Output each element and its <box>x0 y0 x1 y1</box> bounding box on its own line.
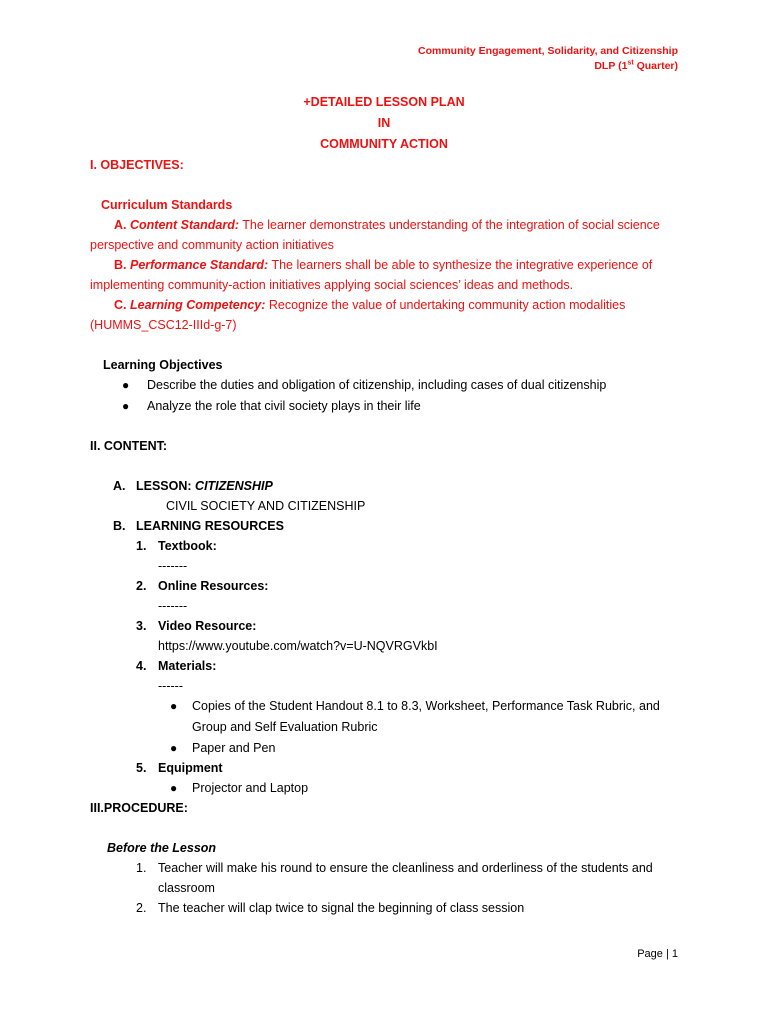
before-lesson-heading: Before the Lesson <box>107 841 217 855</box>
learning-objectives-heading: Learning Objectives <box>103 358 223 372</box>
materials-item: Copies of the Student Handout 8.1 to 8.3, Worksheet, Performance Task Rubric, and <box>192 699 660 713</box>
procedure-heading: III.PROCEDURE: <box>90 801 188 815</box>
equipment-item: Projector and Laptop <box>192 781 309 795</box>
resource-online-label: Online Resources: <box>158 579 269 593</box>
title-line-1: +DETAILED LESSON PLAN <box>303 95 465 109</box>
resource-textbook-label: Textbook: <box>158 539 217 553</box>
objectives-heading: I. OBJECTIVES: <box>90 158 184 172</box>
document-title <box>0 92 768 155</box>
resources-letter: B. <box>113 519 126 533</box>
learning-competency: C. Learning Competency: Recognize the value of undertaking community action modalities <box>114 298 626 312</box>
resource-number: 1. <box>136 539 147 553</box>
procedure-step-continued: classroom <box>158 881 215 895</box>
header-quarter: DLP (1st Quarter) <box>594 59 678 72</box>
content-heading: II. CONTENT: <box>90 439 168 453</box>
bullet-icon: ● <box>170 699 178 713</box>
resource-video-label: Video Resource: <box>158 619 257 633</box>
lesson-letter: A. <box>113 479 126 493</box>
procedure-step: The teacher will clap twice to signal the beginning of class session <box>158 901 525 915</box>
resource-materials-label: Materials: <box>158 659 217 673</box>
step-number: 1. <box>136 861 147 875</box>
resource-textbook-value: ------- <box>158 559 188 573</box>
resource-online-value: ------- <box>158 599 188 613</box>
bullet-icon: ● <box>170 781 178 795</box>
equipment-label: Equipment <box>158 761 223 775</box>
content-standard-continued: perspective and community action initiatives <box>90 238 334 252</box>
learning-objective-item: Describe the duties and obligation of citizenship, including cases of dual citizenship <box>147 378 607 392</box>
materials-item: Paper and Pen <box>192 741 276 755</box>
learning-objective-item: Analyze the role that civil society plays in their life <box>147 399 421 413</box>
bullet-icon: ● <box>122 378 130 392</box>
lesson-title: LESSON: CITIZENSHIP <box>136 479 273 493</box>
title-line-2: IN <box>377 116 391 130</box>
header-course-title: Community Engagement, Solidarity, and Citizenship <box>418 45 678 57</box>
step-number: 2. <box>136 901 147 915</box>
document-header <box>418 44 678 74</box>
resource-number: 5. <box>136 761 147 775</box>
resource-number: 4. <box>136 659 147 673</box>
bullet-icon: ● <box>170 741 178 755</box>
lesson-subtitle: CIVIL SOCIETY AND CITIZENSHIP <box>166 499 366 513</box>
resource-video-link[interactable]: https://www.youtube.com/watch?v=U-NQVRGVkbI <box>158 639 438 653</box>
materials-item-continued: Group and Self Evaluation Rubric <box>192 720 378 734</box>
bullet-icon: ● <box>122 399 130 413</box>
curriculum-standards-heading: Curriculum Standards <box>101 198 233 212</box>
resource-number: 3. <box>136 619 147 633</box>
page-number: Page | 1 <box>637 948 678 960</box>
resource-number: 2. <box>136 579 147 593</box>
performance-standard-continued: implementing community-action initiatives applying social sciences’ ideas and methods. <box>90 278 574 292</box>
procedure-step: Teacher will make his round to ensure the cleanliness and orderliness of the students and <box>158 861 653 875</box>
resource-materials-value: ------ <box>158 679 183 693</box>
learning-competency-code: (HUMMS_CSC12-IIId-g-7) <box>90 318 237 332</box>
performance-standard: B. Performance Standard: The learners shall be able to synthesize the integrative experience of <box>114 258 653 272</box>
learning-resources-heading: LEARNING RESOURCES <box>136 519 284 533</box>
content-standard: A. Content Standard: The learner demonstrates understanding of the integration of social science <box>114 218 660 232</box>
title-line-3: COMMUNITY ACTION <box>320 137 448 151</box>
